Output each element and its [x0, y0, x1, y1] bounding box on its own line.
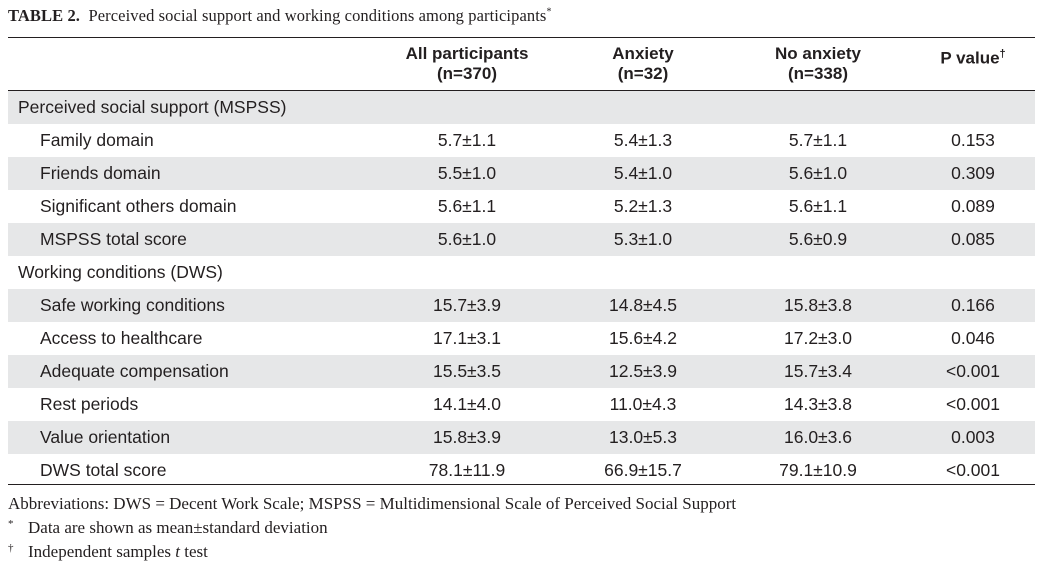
- table-row: [8, 421, 1035, 454]
- footnote-star-mark: *: [8, 518, 14, 530]
- p-value-cell: <0.001: [945, 460, 1000, 480]
- all-participants-cell: 78.1±11.9: [428, 460, 506, 480]
- table-row: [8, 157, 1035, 190]
- table-bottom-rule: [8, 484, 1035, 485]
- all-participants-cell: 15.5±3.5: [433, 361, 501, 381]
- header-anxiety-n: (n=32): [617, 64, 669, 83]
- table-row: [8, 454, 1035, 487]
- table-row: [8, 289, 1035, 322]
- header-anxiety-title: Anxiety: [612, 44, 674, 63]
- anxiety-cell: 5.4±1.3: [613, 130, 673, 150]
- no-anxiety-cell: 5.6±0.9: [788, 229, 848, 249]
- table-group-row: [8, 256, 1035, 289]
- all-participants-cell: 15.7±3.9: [433, 295, 501, 315]
- row-label: MSPSS total score: [40, 229, 187, 249]
- no-anxiety-cell: 14.3±3.8: [784, 394, 852, 414]
- table-row: [8, 388, 1035, 421]
- footnote-dagger-text-a: Independent samples: [28, 542, 176, 561]
- group-label: Working conditions (DWS): [18, 262, 223, 282]
- anxiety-cell: 5.2±1.3: [613, 196, 673, 216]
- row-label: Family domain: [40, 130, 154, 150]
- all-participants-cell: 5.7±1.1: [437, 130, 497, 150]
- row-label: Friends domain: [40, 163, 161, 183]
- footnote-star-text: Data are shown as mean±standard deviation: [28, 518, 328, 537]
- p-value-cell: 0.309: [951, 163, 995, 183]
- no-anxiety-cell: 5.7±1.1: [788, 130, 848, 150]
- no-anxiety-cell: 5.6±1.0: [788, 163, 848, 183]
- table-row: [8, 322, 1035, 355]
- p-value-cell: 0.085: [951, 229, 995, 249]
- footnote-star: [8, 518, 328, 538]
- group-label: Perceived social support (MSPSS): [18, 97, 287, 117]
- table-title: Perceived social support and working conditions among participants: [88, 6, 547, 25]
- footnote-dagger-text-b: test: [180, 542, 208, 561]
- caption-footnote-mark: *: [546, 6, 552, 18]
- p-value-cell: 0.089: [951, 196, 995, 216]
- p-value-cell: <0.001: [945, 361, 1000, 381]
- p-value-cell: 0.003: [951, 427, 995, 447]
- header-all-participants-n: (n=370): [437, 64, 497, 83]
- row-label: Adequate compensation: [40, 361, 229, 381]
- table-row: [8, 223, 1035, 256]
- no-anxiety-cell: 15.7±3.4: [784, 361, 852, 381]
- header-p-value-mark: †: [999, 48, 1006, 60]
- no-anxiety-cell: 5.6±1.1: [788, 196, 848, 216]
- anxiety-cell: 5.3±1.0: [613, 229, 673, 249]
- anxiety-cell: 14.8±4.5: [609, 295, 677, 315]
- all-participants-cell: 5.6±1.1: [437, 196, 497, 216]
- header-anxiety: [563, 44, 723, 84]
- header-all-participants-title: All participants: [405, 44, 529, 63]
- row-label: Significant others domain: [40, 196, 237, 216]
- header-p-value-title: P value: [940, 48, 1000, 68]
- table-caption: [8, 6, 552, 26]
- all-participants-cell: 15.8±3.9: [433, 427, 501, 447]
- p-value-cell: <0.001: [945, 394, 1000, 414]
- row-label: Safe working conditions: [40, 295, 225, 315]
- row-label: Access to healthcare: [40, 328, 203, 348]
- header-no-anxiety-n: (n=338): [788, 64, 848, 83]
- p-value-cell: 0.153: [951, 130, 995, 150]
- all-participants-cell: 5.6±1.0: [437, 229, 497, 249]
- footnote-dagger-t: t: [175, 542, 181, 561]
- p-value-cell: 0.046: [951, 328, 995, 348]
- no-anxiety-cell: 17.2±3.0: [784, 328, 852, 348]
- table-top-rule: [8, 37, 1035, 38]
- header-no-anxiety-title: No anxiety: [775, 44, 861, 63]
- table-label: TABLE 2.: [8, 6, 81, 25]
- anxiety-cell: 11.0±4.3: [609, 394, 677, 414]
- row-label: Value orientation: [40, 427, 171, 447]
- table-group-row: [8, 91, 1035, 124]
- table-row: [8, 190, 1035, 223]
- row-label: Rest periods: [40, 394, 139, 414]
- anxiety-cell: 66.9±15.7: [604, 460, 682, 480]
- header-all-participants: [387, 44, 547, 84]
- footnote-dagger-mark: †: [8, 542, 14, 554]
- all-participants-cell: 17.1±3.1: [433, 328, 501, 348]
- anxiety-cell: 12.5±3.9: [609, 361, 677, 381]
- row-label: DWS total score: [40, 460, 167, 480]
- table-row: [8, 355, 1035, 388]
- abbreviations-note: Abbreviations: DWS = Decent Work Scale; MSPSS = Multidimensional Scale of Perceived Social Support: [8, 494, 737, 513]
- p-value-cell: 0.166: [951, 295, 995, 315]
- no-anxiety-cell: 79.1±10.9: [779, 460, 857, 480]
- anxiety-cell: 5.4±1.0: [613, 163, 673, 183]
- header-no-anxiety: [738, 44, 898, 84]
- no-anxiety-cell: 16.0±3.6: [784, 427, 852, 447]
- all-participants-cell: 5.5±1.0: [437, 163, 497, 183]
- anxiety-cell: 13.0±5.3: [609, 427, 677, 447]
- anxiety-cell: 15.6±4.2: [609, 328, 677, 348]
- footnote-dagger: [8, 542, 208, 562]
- table-row: [8, 124, 1035, 157]
- all-participants-cell: 14.1±4.0: [433, 394, 501, 414]
- header-p-value: [893, 44, 1045, 69]
- no-anxiety-cell: 15.8±3.8: [784, 295, 852, 315]
